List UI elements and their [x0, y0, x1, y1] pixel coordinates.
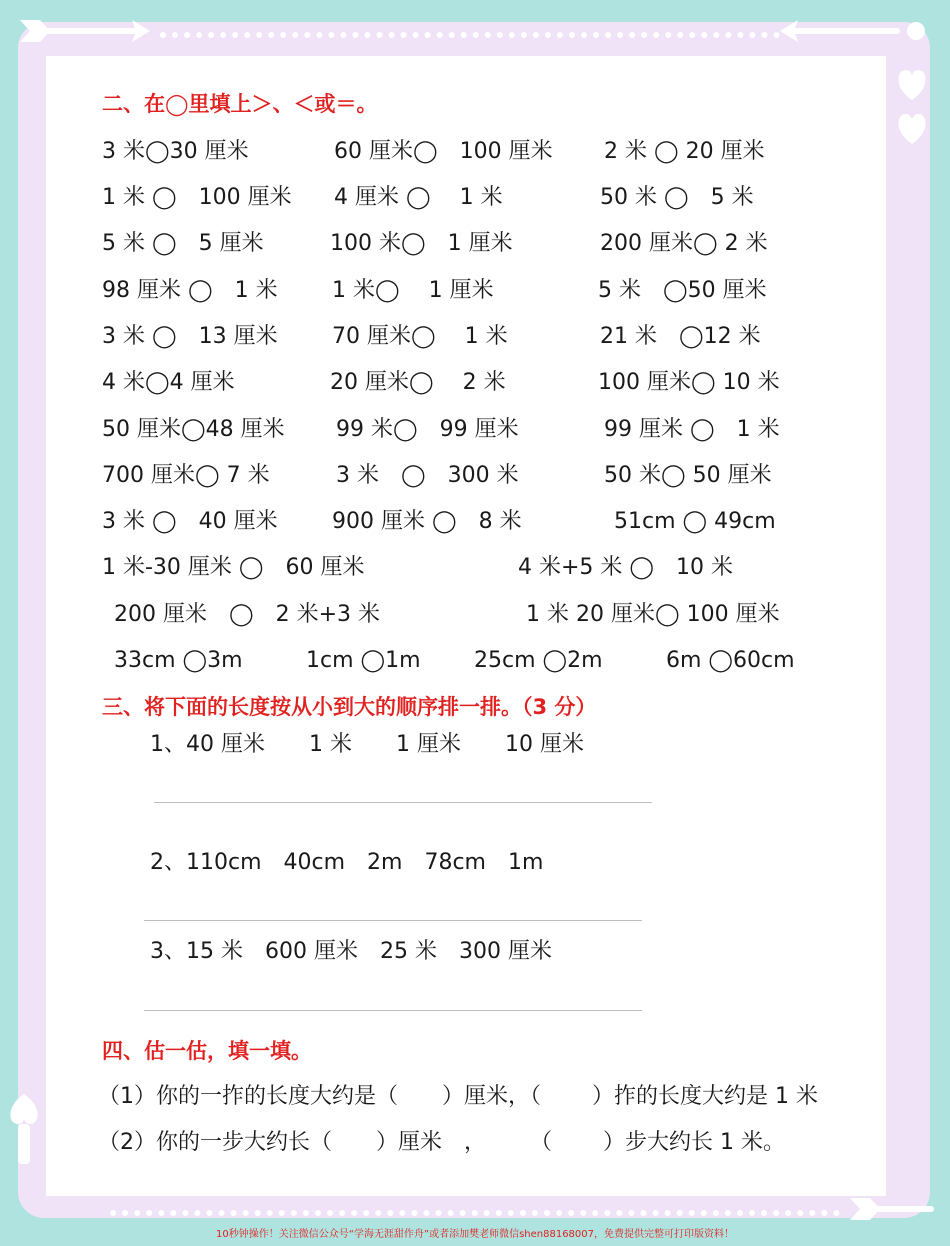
estimate-question: （2）你的一步大约长（ ）厘米 ， （ ）步大约长 1 米。 [98, 1130, 785, 1155]
answer-line[interactable] [144, 1010, 642, 1011]
comparison-item: 1 米-30 厘米 ◯ 60 厘米 [102, 555, 365, 580]
section-2-heading: 二、在◯里填上＞、＜或＝。 [102, 92, 378, 116]
arrow-icon [850, 1192, 940, 1226]
comparison-item: 99 厘米 ◯ 1 米 [604, 417, 780, 442]
comparison-item: 60 厘米◯ 100 厘米 [334, 139, 553, 164]
comparison-item: 2 米 ◯ 20 厘米 [604, 139, 765, 164]
comparison-item: 900 厘米 ◯ 8 米 [332, 509, 522, 534]
section-3-heading: 三、将下面的长度按从小到大的顺序排一排。（3 分） [102, 695, 597, 719]
comparison-item: 50 厘米◯48 厘米 [102, 417, 285, 442]
comparison-item: 50 米◯ 50 厘米 [604, 463, 772, 488]
ordering-item: 1、40 厘米 1 米 1 厘米 10 厘米 [150, 732, 584, 757]
comparison-item: 20 厘米◯ 2 米 [330, 370, 506, 395]
comparison-item: 700 厘米◯ 7 米 [102, 463, 270, 488]
comparison-item: 21 米 ◯12 米 [600, 324, 761, 349]
comparison-item: 200 厘米◯ 2 米 [600, 231, 768, 256]
ordering-item: 2、110cm 40cm 2m 78cm 1m [150, 850, 544, 875]
comparison-item: 98 厘米 ◯ 1 米 [102, 278, 278, 303]
estimate-question: （1）你的一拃的长度大约是（ ）厘米，（ ）拃的长度大约是 1 米 [98, 1084, 818, 1109]
comparison-item: 70 厘米◯ 1 米 [332, 324, 508, 349]
ordering-item: 3、15 米 600 厘米 25 米 300 厘米 [150, 939, 552, 964]
comparison-item: 1 米 ◯ 100 厘米 [102, 185, 292, 210]
comparison-item: 5 米 ◯ 5 厘米 [102, 231, 264, 256]
bottom-dotted-border [110, 1210, 840, 1216]
comparison-item: 4 米◯4 厘米 [102, 370, 235, 395]
footer-note: 10秒钟操作！关注微信公众号“学海无涯甜作舟”或者添加樊老师微信shen88168007，免费提供完整可打印版资料！ [215, 1229, 735, 1240]
comparison-item: 3 米 ◯ 13 厘米 [102, 324, 278, 349]
comparison-item: 100 米◯ 1 厘米 [330, 231, 513, 256]
comparison-item: 25cm ◯2m [474, 648, 603, 673]
heart-icon [892, 60, 932, 150]
comparison-item: 33cm ◯3m [114, 648, 243, 673]
comparison-item: 6m ◯60cm [666, 648, 795, 673]
comparison-item: 1 米◯ 1 厘米 [332, 278, 494, 303]
comparison-item: 1 米 20 厘米◯ 100 厘米 [526, 602, 780, 627]
comparison-item: 99 米◯ 99 厘米 [336, 417, 519, 442]
comparison-item: 100 厘米◯ 10 米 [598, 370, 780, 395]
answer-line[interactable] [144, 920, 642, 921]
top-dotted-border [160, 32, 780, 38]
comparison-item: 4 米+5 米 ◯ 10 米 [518, 555, 734, 580]
comparison-item: 3 米 ◯ 300 米 [336, 463, 519, 488]
comparison-item: 51cm ◯ 49cm [614, 509, 776, 534]
comparison-item: 3 米 ◯ 40 厘米 [102, 509, 278, 534]
comparison-item: 4 厘米 ◯ 1 米 [334, 185, 503, 210]
arrow-icon [20, 14, 150, 48]
answer-line[interactable] [154, 802, 652, 803]
comparison-item: 1cm ◯1m [306, 648, 421, 673]
heart-icon [2, 1090, 46, 1180]
comparison-item: 200 厘米 ◯ 2 米+3 米 [114, 602, 381, 627]
comparison-item: 3 米◯30 厘米 [102, 139, 249, 164]
arrow-icon [780, 14, 930, 48]
comparison-item: 5 米 ◯50 厘米 [598, 278, 767, 303]
section-4-heading: 四、估一估，填一填。 [102, 1039, 312, 1063]
comparison-item: 50 米 ◯ 5 米 [600, 185, 754, 210]
